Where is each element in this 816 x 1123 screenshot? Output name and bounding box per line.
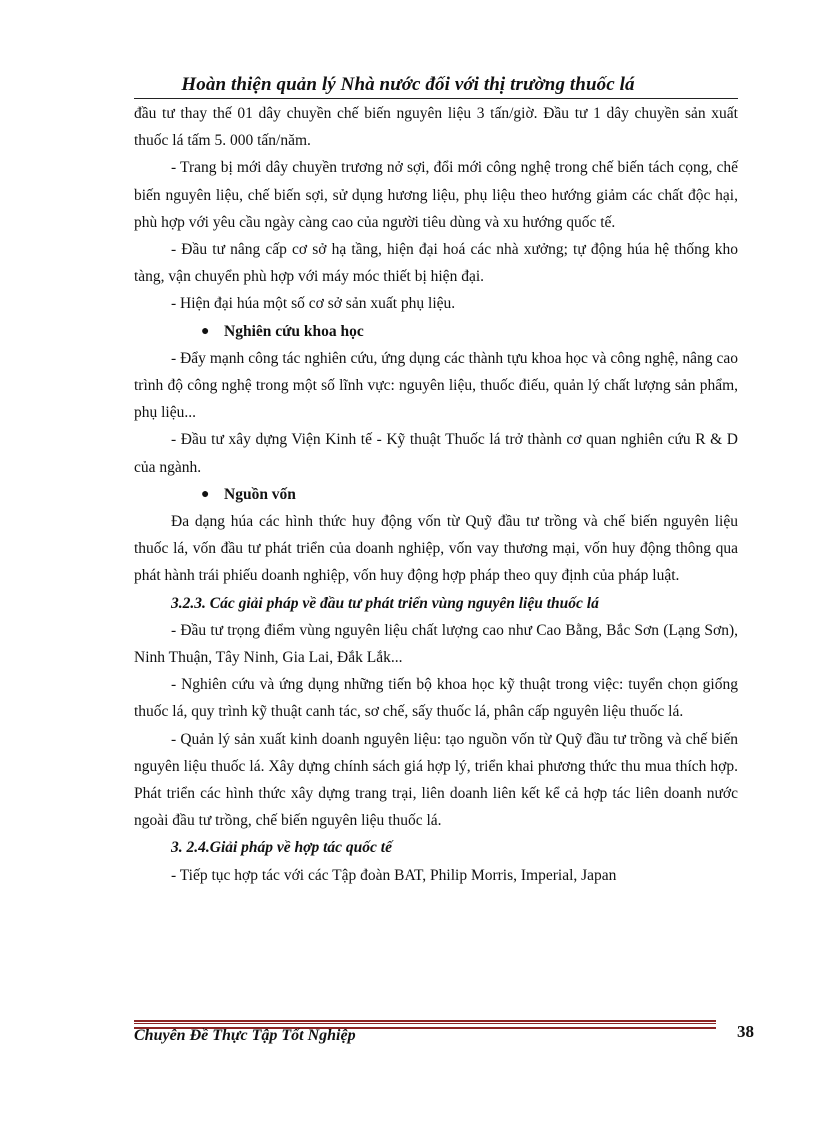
bullet-heading-research: [134, 318, 738, 345]
paragraph: - Đẩy mạnh công tác nghiên cứu, ứng dụng các thành tựu khoa học và công nghệ, nâng cao trình độ công nghệ trong một số lĩnh vực: nguyên liệu, thuốc điếu, quản lý chất lượng sản phẩm, phụ liệu...: [134, 349, 738, 422]
paragraph: Đa dạng húa các hình thức huy động vốn từ Quỹ đầu tư trồng và chế biến nguyên liệu thuốc lá, vốn đầu tư phát triển của doanh nghiệp, vốn vay thương mại, vốn huy động thông qua phát hành trái phiếu doanh nghiệp, vốn huy động hợp pháp theo quy định của pháp luật.: [134, 513, 738, 585]
paragraph: - Trang bị mới dây chuyền trương nở sợi, đổi mới công nghệ trong chế biến tách cọng, chế biến nguyên liệu, chế biến sợi, sử dụng hương liệu, phụ liệu theo hướng giảm các chất độc hại, phù hợp với yêu cầu ngày càng cao của người tiêu dùng và xu hướng quốc tế.: [134, 159, 738, 231]
paragraph: - Đầu tư trọng điểm vùng nguyên liệu chất lượng cao như Cao Bằng, Bắc Sơn (Lạng Sơn), Ninh Thuận, Tây Ninh, Gia Lai, Đắk Lắk...: [134, 621, 738, 667]
paragraph: - Tiếp tục hợp tác với các Tập đoàn BAT, Philip Morris, Imperial, Japan: [171, 866, 617, 884]
paragraph: - Hiện đại húa một số cơ sở sản xuất phụ liệu.: [171, 295, 456, 313]
bullet-heading-capital: [134, 481, 738, 508]
page-number: 38: [737, 1022, 754, 1041]
bullet-heading-label: Nghiên cứu khoa học: [224, 322, 364, 340]
paragraph: - Đầu tư xây dựng Viện Kinh tế - Kỹ thuật Thuốc lá trở thành cơ quan nghiên cứu R & D của ngành.: [134, 431, 738, 476]
bullet-icon: ●: [201, 323, 210, 339]
page-header-title: Hoàn thiện quản lý Nhà nước đối với thị trường thuốc lá: [181, 74, 635, 95]
paragraph: - Nghiên cứu và ứng dụng những tiến bộ khoa học kỹ thuật trong việc: tuyển chọn giống thuốc lá, quy trình kỹ thuật canh tác, sơ chế, sấy thuốc lá, phân cấp nguyên liệu thuốc lá.: [134, 676, 738, 721]
footer-title: Chuyên Đề Thực Tập Tốt Nghiệp: [134, 1027, 356, 1044]
footer-divider-inner: [134, 1023, 716, 1024]
section-heading-3-2-3: 3.2.3. Các giải pháp về đầu tư phát triển vùng nguyên liệu thuốc lá: [171, 594, 599, 612]
header-divider: [134, 98, 738, 99]
paragraph: - Đầu tư nâng cấp cơ sở hạ tầng, hiện đại hoá các nhà xưởng; tự động húa hệ thống kho tàng, vận chuyển phù hợp với máy móc thiết bị hiện đại.: [134, 241, 738, 286]
paragraph: - Quản lý sản xuất kinh doanh nguyên liệu: tạo nguồn vốn từ Quỹ đầu tư trồng và chế biến nguyên liệu thuốc lá. Xây dựng chính sách giá hợp lý, triển khai phương thức thu mua thích hợp. Phát triển các hình thức xây dựng trang trại, liên doanh liên kết kể cả hợp tác liên doanh nước ngoài đầu tư trồng, chế biến nguyên liệu thuốc lá.: [134, 730, 738, 830]
paragraph: đầu tư thay thế 01 dây chuyền chế biến nguyên liệu 3 tấn/giờ. Đầu tư 1 dây chuyền sản xuất thuốc lá tấm 5. 000 tấn/năm.: [134, 105, 738, 150]
bullet-heading-label: Nguồn vốn: [224, 485, 296, 503]
section-heading-3-2-4: 3. 2.4.Giải pháp về hợp tác quốc tế: [171, 839, 392, 857]
document-body: [134, 100, 738, 889]
bullet-icon: ●: [201, 486, 210, 502]
